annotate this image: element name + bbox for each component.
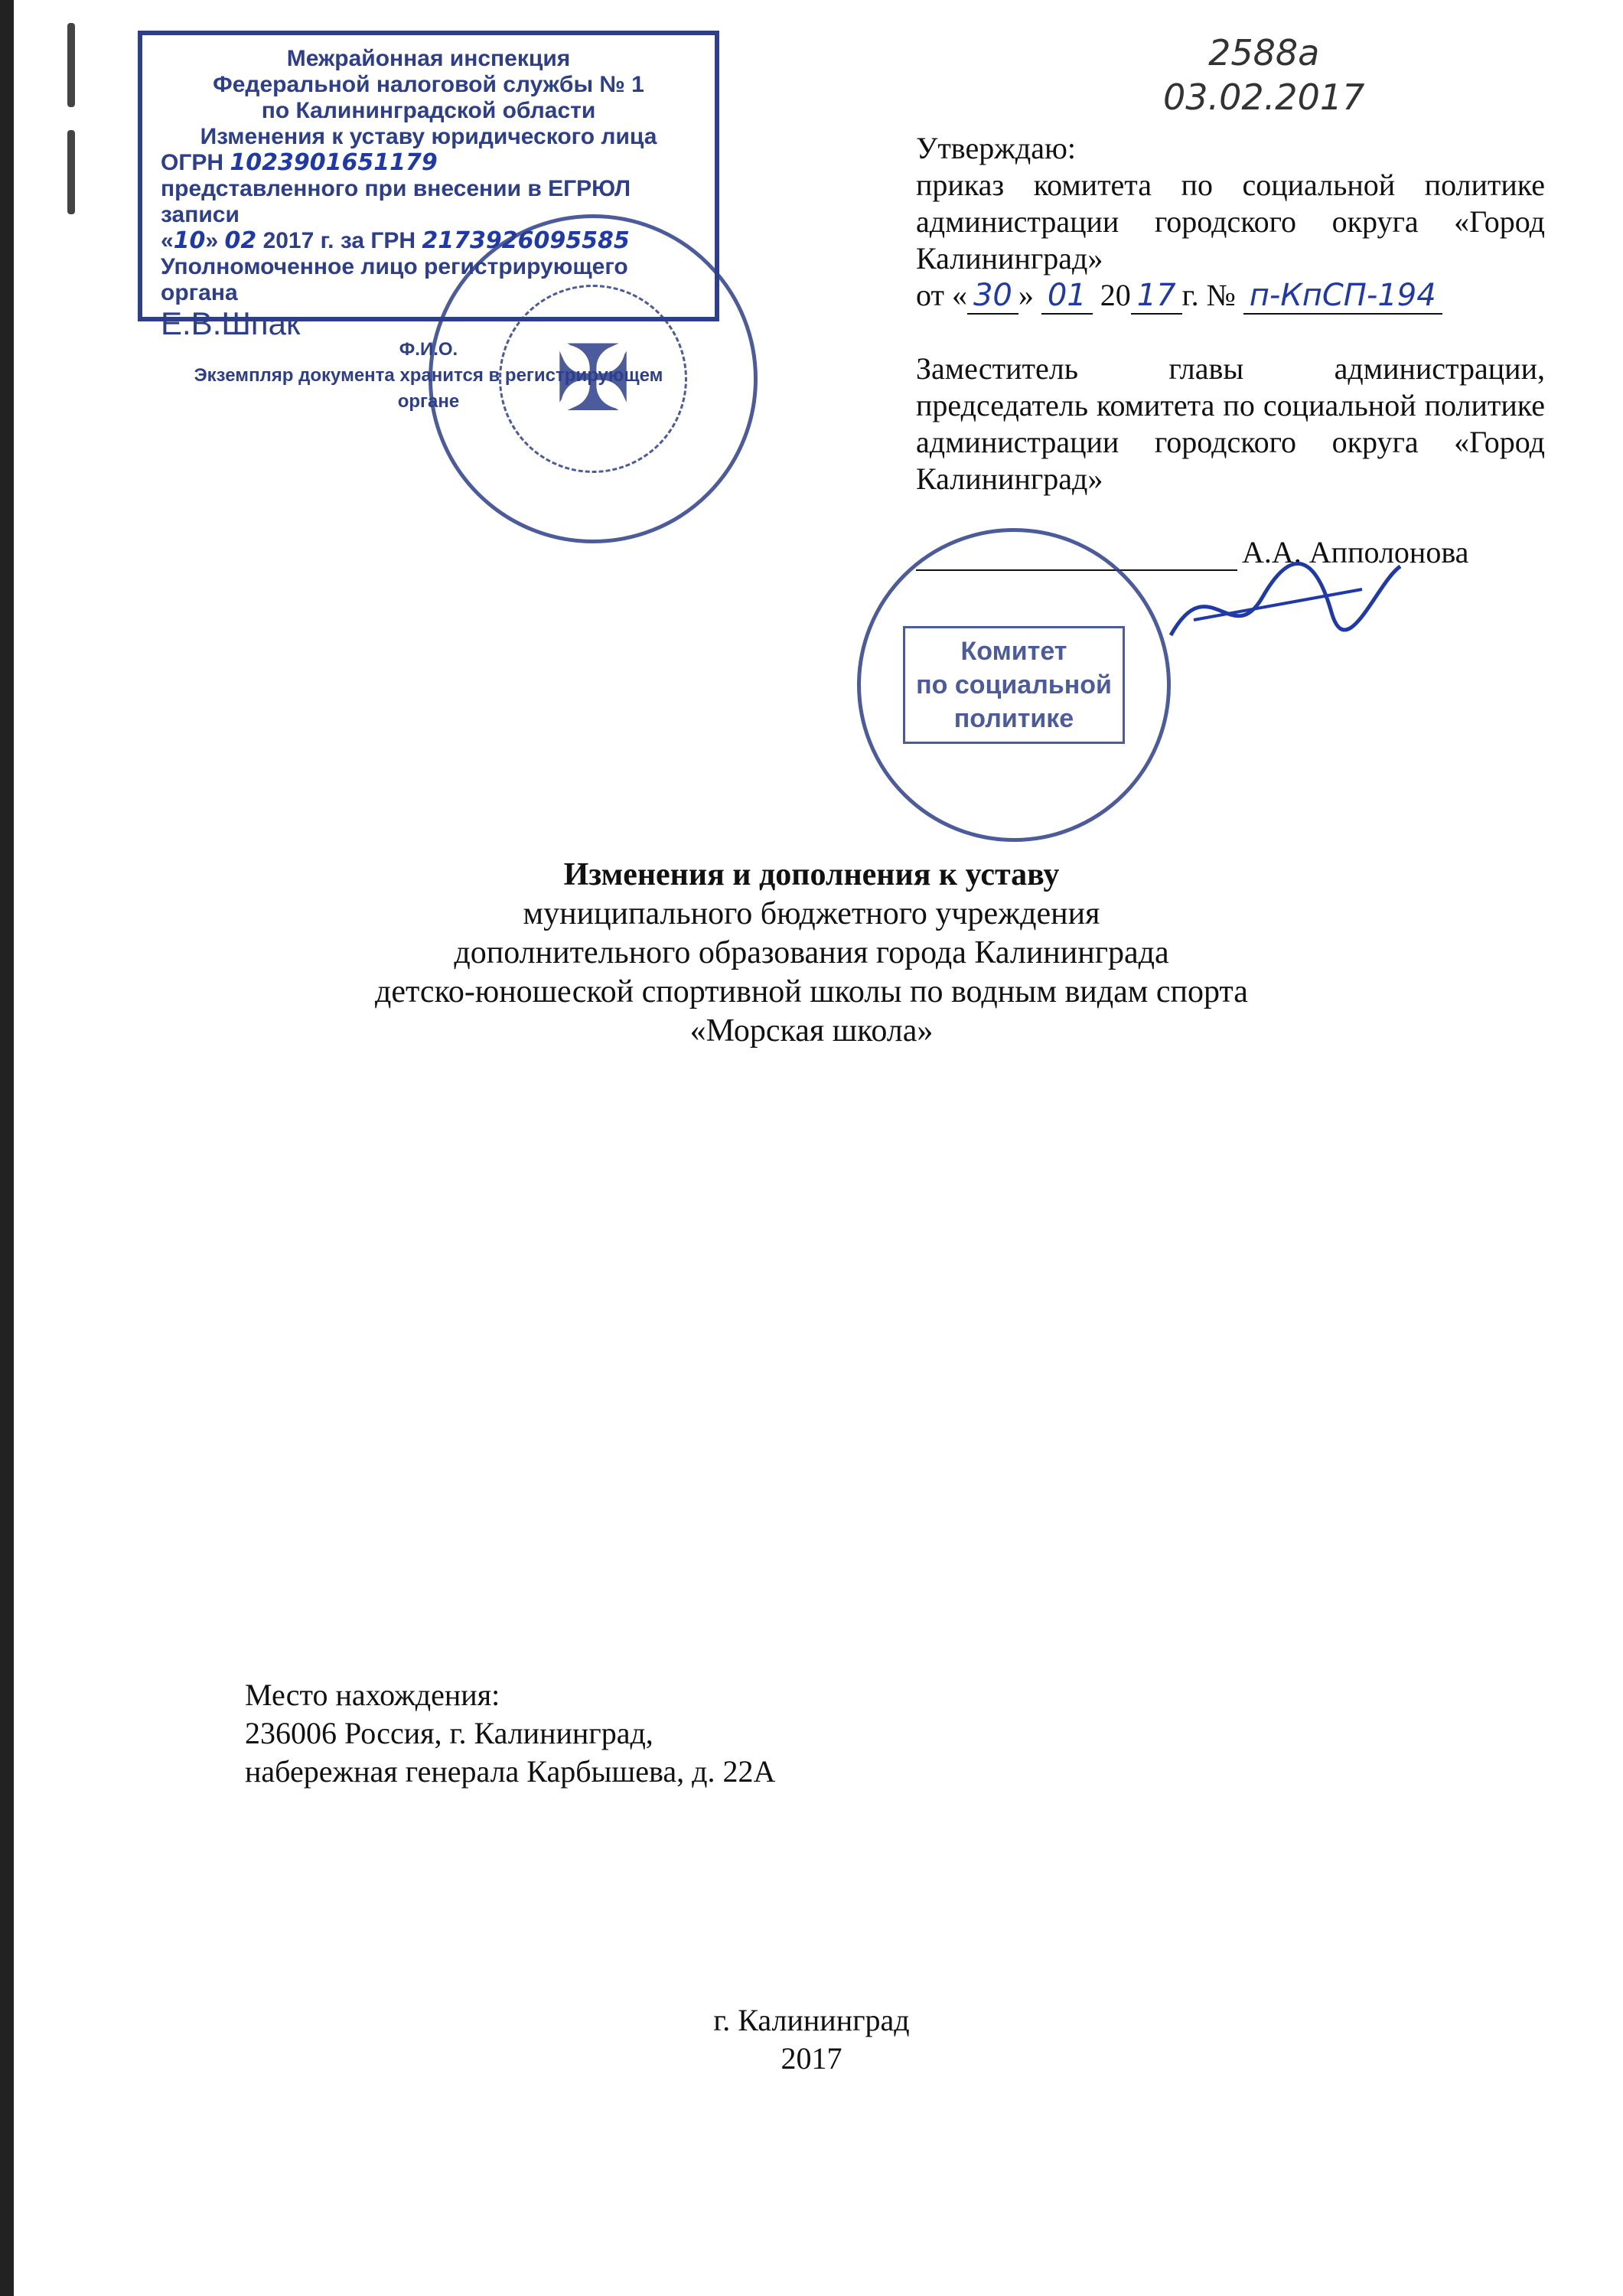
staple-mark <box>67 23 75 107</box>
committee-seal-line: политике <box>953 704 1074 733</box>
committee-seal-line: Комитет <box>960 637 1067 666</box>
registration-note <box>1163 31 1364 119</box>
footer-city: г. Калининград <box>713 2003 910 2037</box>
document-footer <box>0 2001 1623 2078</box>
approval-signer: А.А. Апполонова <box>1242 535 1469 569</box>
stamp-fio-label: Ф.И.О. <box>399 339 458 360</box>
scan-edge <box>0 0 14 2296</box>
stamp-date-grn: «10» 02 2017 г. за ГРН 2173926095585 <box>161 227 630 254</box>
committee-seal-text <box>903 626 1125 744</box>
stamp-footer: Экземпляр документа хранится в регистрирующем органе <box>194 365 663 412</box>
title-line: «Морская школа» <box>689 1013 934 1049</box>
location-line: набережная генерала Карбышева, д. 22А <box>245 1754 776 1789</box>
stamp-date-month: 02 <box>224 227 257 254</box>
approval-block <box>916 130 1545 571</box>
ogrn-label: ОГРН <box>161 150 224 175</box>
registration-number: 2588а <box>1208 32 1320 73</box>
stamp-fio-value: Е.В.Шпак <box>161 305 301 341</box>
footer-year: 2017 <box>781 2041 842 2076</box>
stamp-line: представленного при внесении в ЕГРЮЛ записи <box>161 176 631 227</box>
handwritten-signature-icon <box>1163 551 1408 658</box>
number-prefix: г. № <box>1181 278 1236 312</box>
approval-position: Заместитель главы администрации, председатель комитета по социальной политике администрации городского округа «Город Калининград» <box>916 351 1545 496</box>
round-seal-eagle <box>429 214 758 543</box>
eagle-emblem-icon: ✠ <box>499 285 687 473</box>
stamp-line: Изменения к уставу юридического лица <box>200 124 657 149</box>
round-seal-committee <box>857 528 1171 842</box>
approval-order-number: п-КпСП-194 <box>1243 278 1442 315</box>
grn-label: г. за ГРН <box>320 228 416 253</box>
stamp-line: Межрайонная инспекция <box>286 46 571 71</box>
document-title <box>0 856 1623 1051</box>
stamp-line: по Калининградской области <box>261 98 596 123</box>
location-label: Место нахождения: <box>245 1678 500 1712</box>
stamp-ogrn <box>161 150 696 176</box>
title-main: Изменения и дополнения к уставу <box>563 857 1060 892</box>
approval-day: 30 <box>967 278 1018 315</box>
staple-mark <box>67 130 75 214</box>
stamp-date-year: 2017 <box>262 228 314 253</box>
committee-seal-line: по социальной <box>916 670 1112 700</box>
approval-year-suffix: 17 <box>1131 278 1182 315</box>
stamp-date-day: 10 <box>173 227 206 254</box>
grn-value: 2173926095585 <box>422 227 630 254</box>
approval-date-line <box>916 277 1545 314</box>
approval-title: Утверждаю: <box>916 131 1076 165</box>
ogrn-value: 1023901651179 <box>230 149 438 176</box>
approval-order-text: приказ комитета по социальной политике администрации городского округа «Город Калининград» <box>916 168 1545 276</box>
title-line: муниципального бюджетного учреждения <box>523 896 1100 931</box>
date-mid: » <box>1018 278 1034 312</box>
registration-date: 03.02.2017 <box>1163 77 1365 118</box>
date-prefix: от « <box>916 278 967 312</box>
stamp-line: Уполномоченное лицо регистрирующего органа <box>161 254 628 305</box>
title-line: дополнительного образования города Калининграда <box>454 935 1169 970</box>
location-block <box>245 1676 775 1791</box>
title-line: детско-юношеской спортивной школы по водным видам спорта <box>375 974 1248 1009</box>
stamp-line: Федеральной налоговой службы № 1 <box>213 72 644 97</box>
location-line: 236006 Россия, г. Калининград, <box>245 1716 653 1750</box>
approval-month: 01 <box>1041 278 1093 315</box>
year-prefix: 20 <box>1100 278 1131 312</box>
